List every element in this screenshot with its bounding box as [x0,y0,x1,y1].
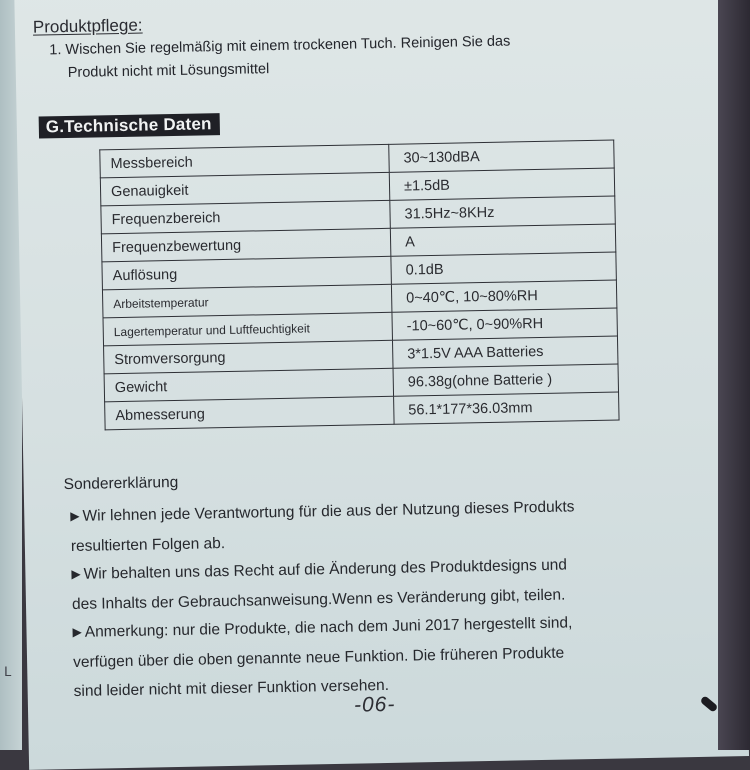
spec-label: Stromversorgung [104,340,393,374]
background-shadow [718,0,750,750]
care-instruction-line: Produkt nicht mit Lösungsmittel [67,61,270,81]
declaration-text: Anmerkung: nur die Produkte, die nach dem Juni 2017 hergestellt sind, [84,614,573,641]
declaration-heading: Sondererklärung [63,473,179,494]
manual-page [14,0,749,770]
declaration-paragraph [72,606,704,706]
triangle-bullet-icon: ▶ [72,624,82,639]
spec-label: Frequenzbewertung [101,228,390,262]
spec-value: 56.1*177*36.03mm [394,392,619,424]
spec-label: Gewicht [104,368,393,402]
declaration-text: des Inhalts der Gebrauchsanweisung.Wenn es Veränderung gibt, teilen. [71,586,566,614]
care-instruction-line: 1. Wischen Sie regelmäßig mit einem trockenen Tuch. Reinigen Sie das [49,33,511,59]
spec-value: A [390,224,615,256]
declaration-text: sind leider nicht mit dieser Funktion versehen. [73,676,390,700]
triangle-bullet-icon: ▶ [71,566,81,582]
care-heading: Produktpflege: [32,15,143,37]
spec-value: 3*1.5V AAA Batteries [392,336,617,368]
spec-value: 0~40℃, 10~80%RH [391,280,616,312]
section-heading: G.Technische Daten [39,113,220,138]
triangle-bullet-icon: ▶ [70,508,80,524]
corner-mark: ᒪ [4,664,12,679]
spec-value: 31.5Hz~8KHz [390,196,615,228]
page-number: -06- [353,692,396,717]
spec-value: 30~130dBA [389,140,614,172]
spec-label: Genauigkeit [100,172,389,206]
declaration-text: Wir behalten uns das Recht auf die Änderung des Produktdesigns und [83,556,568,583]
declaration-text: Wir lehnen jede Verantwortung für die aus der Nutzung dieses Produkts [82,498,575,525]
spec-label: Messbereich [100,144,389,178]
spec-value: 0.1dB [391,252,616,284]
spec-label: Auflösung [102,256,391,290]
spec-value: -10~60℃, 0~90%RH [392,308,617,340]
spec-label: Frequenzbereich [101,200,390,234]
declaration-text: verfügen über die oben genannte neue Funktion. Die früheren Produkte [72,644,565,671]
declaration-text: resultierten Folgen ab. [70,535,226,556]
spec-label: Abmesserung [105,396,394,430]
spec-value: ±1.5dB [389,168,614,200]
spec-label: Lagertemperatur und Luftfeuchtigkeit [103,312,392,346]
spec-table [99,140,619,431]
spec-label: Arbeitstemperatur [102,284,391,318]
spec-value: 96.38g(ohne Batterie ) [393,364,618,396]
